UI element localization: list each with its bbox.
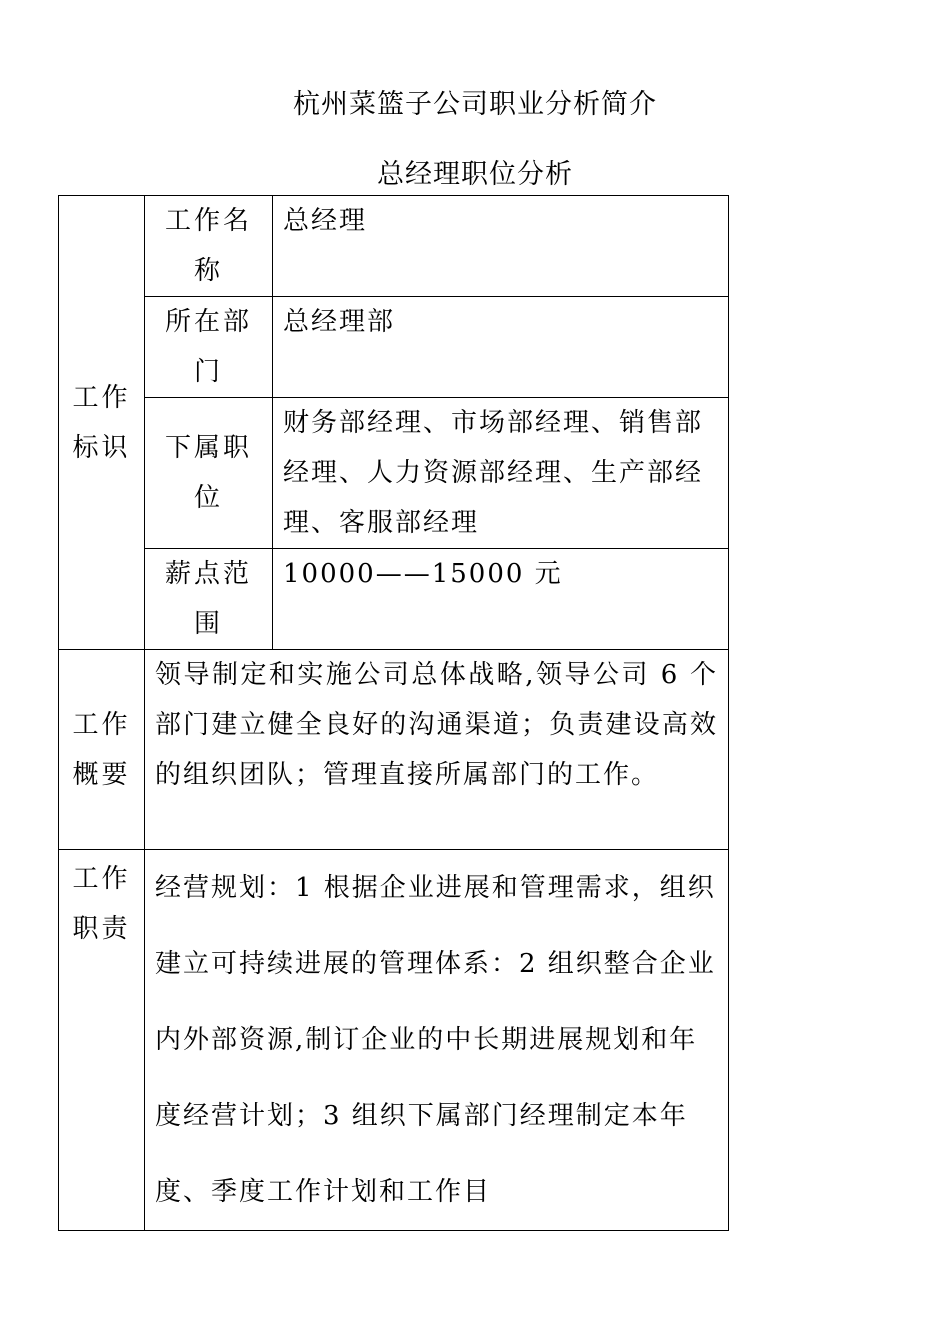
table-row	[59, 196, 729, 297]
row-label-salary-range: 薪点范围	[145, 549, 273, 650]
document-subtitle: 总经理职位分析	[377, 159, 573, 190]
row-label-subordinates: 下属职位	[145, 398, 273, 549]
table-row	[59, 650, 729, 850]
section-label-identification: 工作 标识	[59, 196, 145, 650]
row-value-department: 总经理部	[273, 297, 729, 398]
row-value-salary-range: 10000——15000 元	[273, 549, 729, 650]
row-value-job-title: 总经理	[273, 196, 729, 297]
row-label-job-title: 工作名称	[145, 196, 273, 297]
table-row	[59, 850, 729, 1231]
document-title: 杭州菜篮子公司职业分析简介	[293, 89, 657, 120]
section-label-duties: 工作 职责	[59, 850, 145, 1231]
table-row	[59, 297, 729, 398]
duties-text: 经营规划：1 根据企业进展和管理需求，组织建立可持续进展的管理体系：2 组织整合企业内外部资源,制订企业的中长期进展规划和年度经营计划；3 组织下属部门经理制定本年度、季度工作计划和工作目	[145, 850, 729, 1231]
table-row	[59, 398, 729, 549]
row-label-department: 所在部门	[145, 297, 273, 398]
row-value-subordinates: 财务部经理、市场部经理、销售部经理、人力资源部经理、生产部经理、客服部经理	[273, 398, 729, 549]
table-row	[59, 549, 729, 650]
position-analysis-table	[58, 195, 729, 1231]
summary-text: 领导制定和实施公司总体战略,领导公司 6 个部门建立健全良好的沟通渠道；负责建设高效的组织团队；管理直接所属部门的工作。	[145, 650, 729, 850]
section-label-summary: 工作 概要	[59, 650, 145, 850]
